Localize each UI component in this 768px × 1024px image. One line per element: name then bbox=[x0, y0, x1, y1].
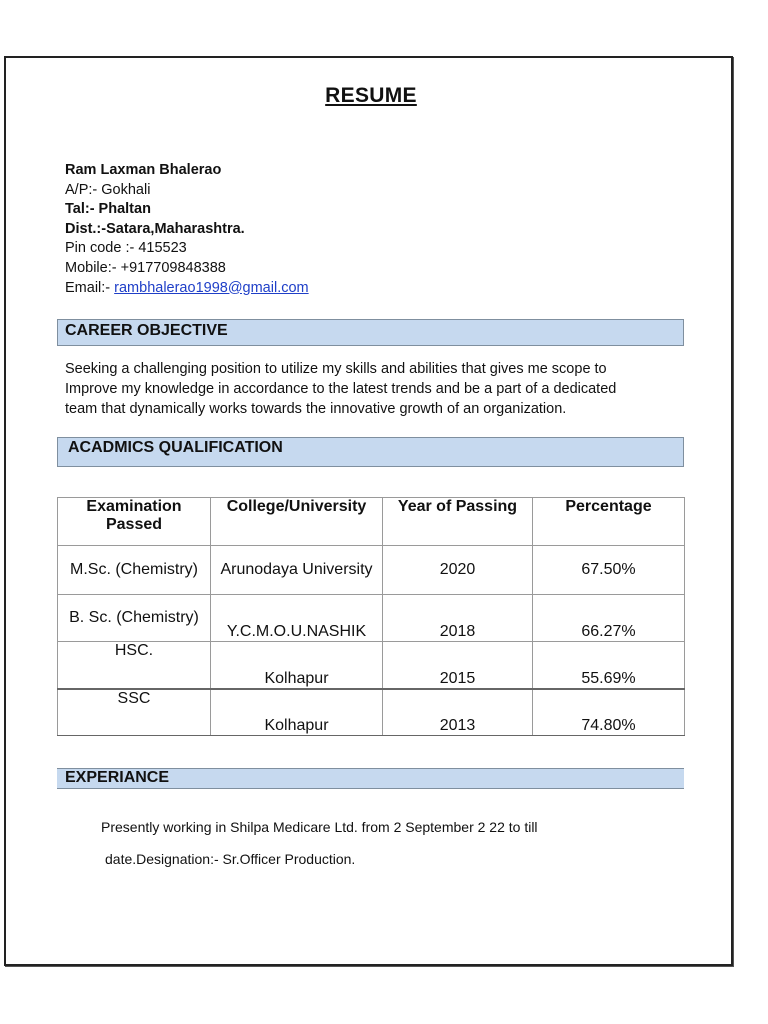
academics-heading bbox=[57, 437, 684, 467]
percentage-cell: 66.27% bbox=[533, 595, 685, 642]
percentage-cell: 67.50% bbox=[533, 546, 685, 595]
contact-block bbox=[65, 161, 309, 298]
candidate-name: Ram Laxman Bhalerao bbox=[65, 162, 222, 178]
college-cell: Kolhapur bbox=[211, 642, 383, 689]
table-row bbox=[58, 689, 685, 736]
header-percentage: Percentage bbox=[533, 498, 685, 546]
district-line: Dist.:-Satara,Maharashtra. bbox=[65, 220, 245, 237]
objective-line: team that dynamically works towards the innovative growth of an organization. bbox=[65, 401, 567, 417]
mobile-line: Mobile:- +917709848388 bbox=[65, 259, 226, 276]
percentage-cell: 55.69% bbox=[533, 642, 685, 689]
career-objective-heading-text: CAREER OBJECTIVE bbox=[65, 322, 228, 339]
address-line: A/P:- Gokhali bbox=[65, 181, 151, 198]
email-link[interactable]: rambhalerao1998@gmail.com bbox=[114, 279, 309, 296]
email-line bbox=[65, 279, 309, 299]
exam-cell: M.Sc. (Chemistry) bbox=[58, 546, 211, 595]
header-exam: Examination Passed bbox=[58, 498, 211, 546]
taluka-line: Tal:- Phaltan bbox=[65, 201, 151, 218]
exam-cell: B. Sc. (Chemistry) bbox=[58, 595, 211, 642]
academics-table bbox=[57, 497, 685, 736]
table-row bbox=[58, 546, 685, 595]
career-objective-text bbox=[65, 359, 675, 419]
experience-line-1: Presently working in Shilpa Medicare Ltd. from 2 September 2 22 to till bbox=[101, 819, 538, 835]
year-cell: 2013 bbox=[383, 689, 533, 736]
objective-line: Improve my knowledge in accordance to the latest trends and be a part of a dedicated bbox=[65, 381, 617, 397]
exam-cell: HSC. bbox=[58, 642, 211, 689]
pin-code-line: Pin code :- 415523 bbox=[65, 240, 187, 257]
year-cell: 2015 bbox=[383, 642, 533, 689]
academics-heading-text: ACADMICS QUALIFICATION bbox=[68, 439, 283, 456]
year-cell: 2018 bbox=[383, 595, 533, 642]
objective-line: Seeking a challenging position to utilize my skills and abilities that gives me scope to bbox=[65, 361, 607, 377]
table-row bbox=[58, 642, 685, 689]
exam-cell: SSC bbox=[58, 689, 211, 736]
college-cell: Arunodaya University bbox=[211, 546, 383, 595]
table-row bbox=[58, 595, 685, 642]
college-cell: Kolhapur bbox=[211, 689, 383, 736]
year-cell: 2020 bbox=[383, 546, 533, 595]
table-header-row bbox=[58, 498, 685, 546]
experience-heading-text: EXPERIANCE bbox=[65, 769, 170, 786]
experience-heading bbox=[57, 768, 684, 789]
email-label: Email:- bbox=[65, 279, 115, 296]
header-year: Year of Passing bbox=[383, 498, 533, 546]
percentage-cell: 74.80% bbox=[533, 689, 685, 736]
college-cell: Y.C.M.O.U.NASHIK bbox=[211, 595, 383, 642]
header-college: College/University bbox=[211, 498, 383, 546]
page-title: RESUME bbox=[325, 84, 417, 107]
career-objective-heading bbox=[57, 319, 684, 346]
experience-line-2: date.Designation:- Sr.Officer Production. bbox=[105, 851, 356, 867]
